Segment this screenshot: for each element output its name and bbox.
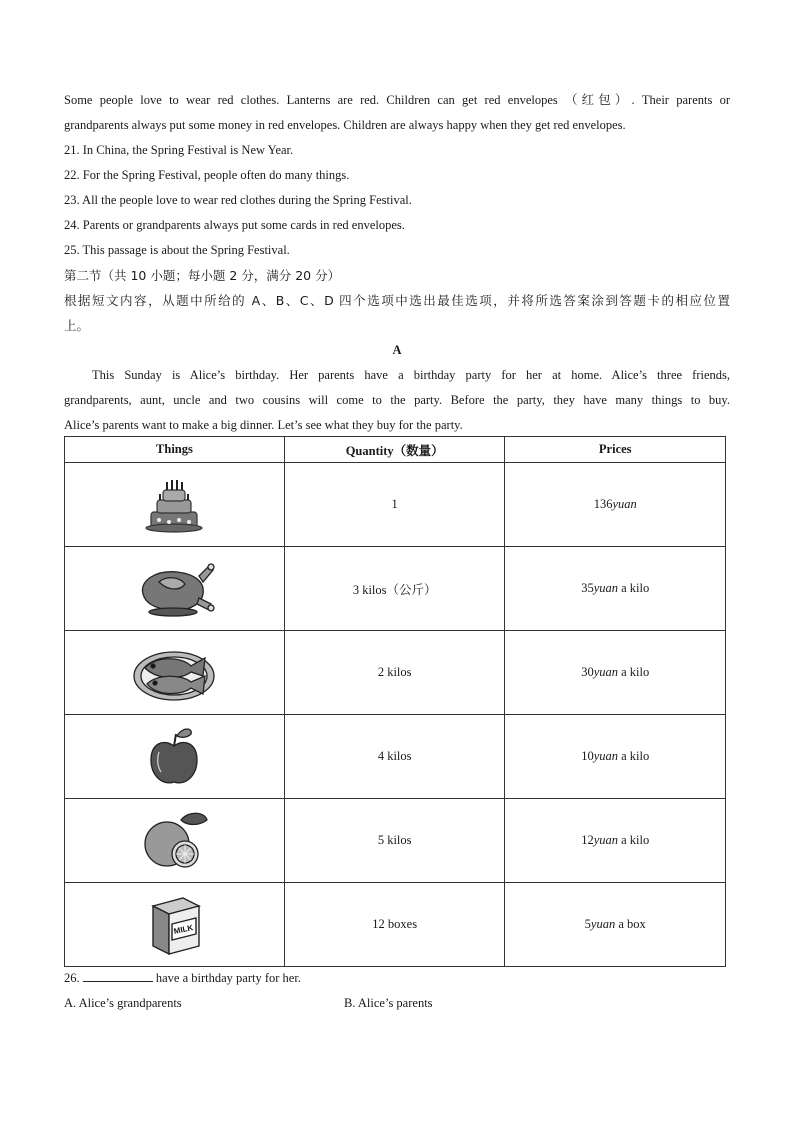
question-stem: have a birthday party for her.: [155, 971, 301, 985]
price-unit: yuan: [593, 665, 618, 679]
price-suffix: a box: [615, 917, 646, 931]
quantity-cell: 2 kilos: [284, 631, 505, 715]
document-body: [64, 88, 730, 438]
orange-icon: [129, 804, 219, 874]
fish-icon: [129, 636, 219, 706]
price-unit: yuan: [593, 581, 618, 595]
price-cell: [505, 547, 726, 631]
passage-line-2: grandparents, aunt, uncle and two cousins will come to the party. Before the party, they have many things to buy.: [64, 393, 730, 407]
thing-cell: [65, 715, 285, 799]
shopping-table: [64, 436, 726, 967]
price-suffix: a kilo: [618, 749, 650, 763]
header-things: Things: [65, 437, 285, 463]
table-row: [65, 799, 726, 883]
price-cell: [505, 463, 726, 547]
passage-label: A: [392, 343, 402, 357]
section-instruction-line-1: 根据短文内容，从题中所给的 A、B、C、D 四个选项中选出最佳选项，并将所选答案涂到答题卡的相应位置: [64, 293, 730, 308]
question-26-stem: [64, 966, 730, 991]
quantity-cell: 4 kilos: [284, 715, 505, 799]
price-suffix: a kilo: [618, 665, 650, 679]
header-prices: Prices: [505, 437, 726, 463]
header-quantity: Quantity（数量）: [284, 437, 505, 463]
price-cell: [505, 799, 726, 883]
table-row: [65, 547, 726, 631]
thing-cell: [65, 883, 285, 967]
thing-cell: [65, 463, 285, 547]
chicken-icon: [129, 552, 219, 622]
table-header-row: [65, 437, 726, 463]
table-row: [65, 883, 726, 967]
option-a: A. Alice’s grandparents: [64, 996, 182, 1010]
question-number: 26.: [64, 971, 80, 985]
quantity-cell: 12 boxes: [284, 883, 505, 967]
price-number: 12: [581, 833, 594, 847]
apple-icon: [129, 720, 219, 790]
statement-25: 25. This passage is about the Spring Festival.: [64, 243, 290, 257]
table-row: [65, 463, 726, 547]
passage-line-3: Alice’s parents want to make a big dinner. Let’s see what they buy for the party.: [64, 418, 463, 432]
table-row: [65, 631, 726, 715]
thing-cell: [65, 547, 285, 631]
intro-line-2: grandparents always put some money in red envelopes. Children are always happy when they get red envelopes.: [64, 118, 626, 132]
passage-line-1: This Sunday is Alice’s birthday. Her parents have a birthday party for her at home. Alice’s three friends,: [92, 368, 730, 382]
price-number: 5: [584, 917, 591, 931]
price-suffix: a kilo: [618, 581, 650, 595]
price-unit: yuan: [590, 917, 616, 931]
statement-23: 23. All the people love to wear red clothes during the Spring Festival.: [64, 193, 412, 207]
table-row: [65, 715, 726, 799]
price-cell: [505, 631, 726, 715]
question-26: [64, 966, 730, 1016]
option-b: B. Alice’s parents: [344, 996, 433, 1010]
statement-21: 21. In China, the Spring Festival is New Year.: [64, 143, 294, 157]
price-number: 136: [593, 497, 613, 511]
thing-cell: [65, 799, 285, 883]
price-suffix: a kilo: [618, 833, 650, 847]
statement-22: 22. For the Spring Festival, people often do many things.: [64, 168, 350, 182]
question-26-options: [64, 991, 730, 1016]
quantity-cell: 3 kilos（公斤）: [284, 547, 505, 631]
thing-cell: [65, 631, 285, 715]
section-instruction-line-2: 上。: [64, 318, 90, 333]
price-number: 10: [581, 749, 594, 763]
price-unit: yuan: [593, 833, 618, 847]
price-unit: yuan: [593, 749, 618, 763]
price-cell: [505, 715, 726, 799]
price-unit: yuan: [612, 497, 637, 511]
milk-carton-label: MILK: [173, 922, 195, 936]
quantity-cell: 5 kilos: [284, 799, 505, 883]
section-title: 第二节（共 10 小题；每小题 2 分，满分 20 分）: [64, 268, 341, 283]
milk-icon: [129, 888, 219, 958]
price-number: 35: [581, 581, 594, 595]
price-cell: [505, 883, 726, 967]
price-number: 30: [581, 665, 594, 679]
quantity-cell: 1: [284, 463, 505, 547]
statement-24: 24. Parents or grandparents always put some cards in red envelopes.: [64, 218, 405, 232]
answer-blank: [83, 969, 153, 982]
cake-icon: [129, 468, 219, 538]
intro-line-1: Some people love to wear red clothes. Lanterns are red. Children can get red envelopes （红包）. Their parents or: [64, 93, 730, 107]
